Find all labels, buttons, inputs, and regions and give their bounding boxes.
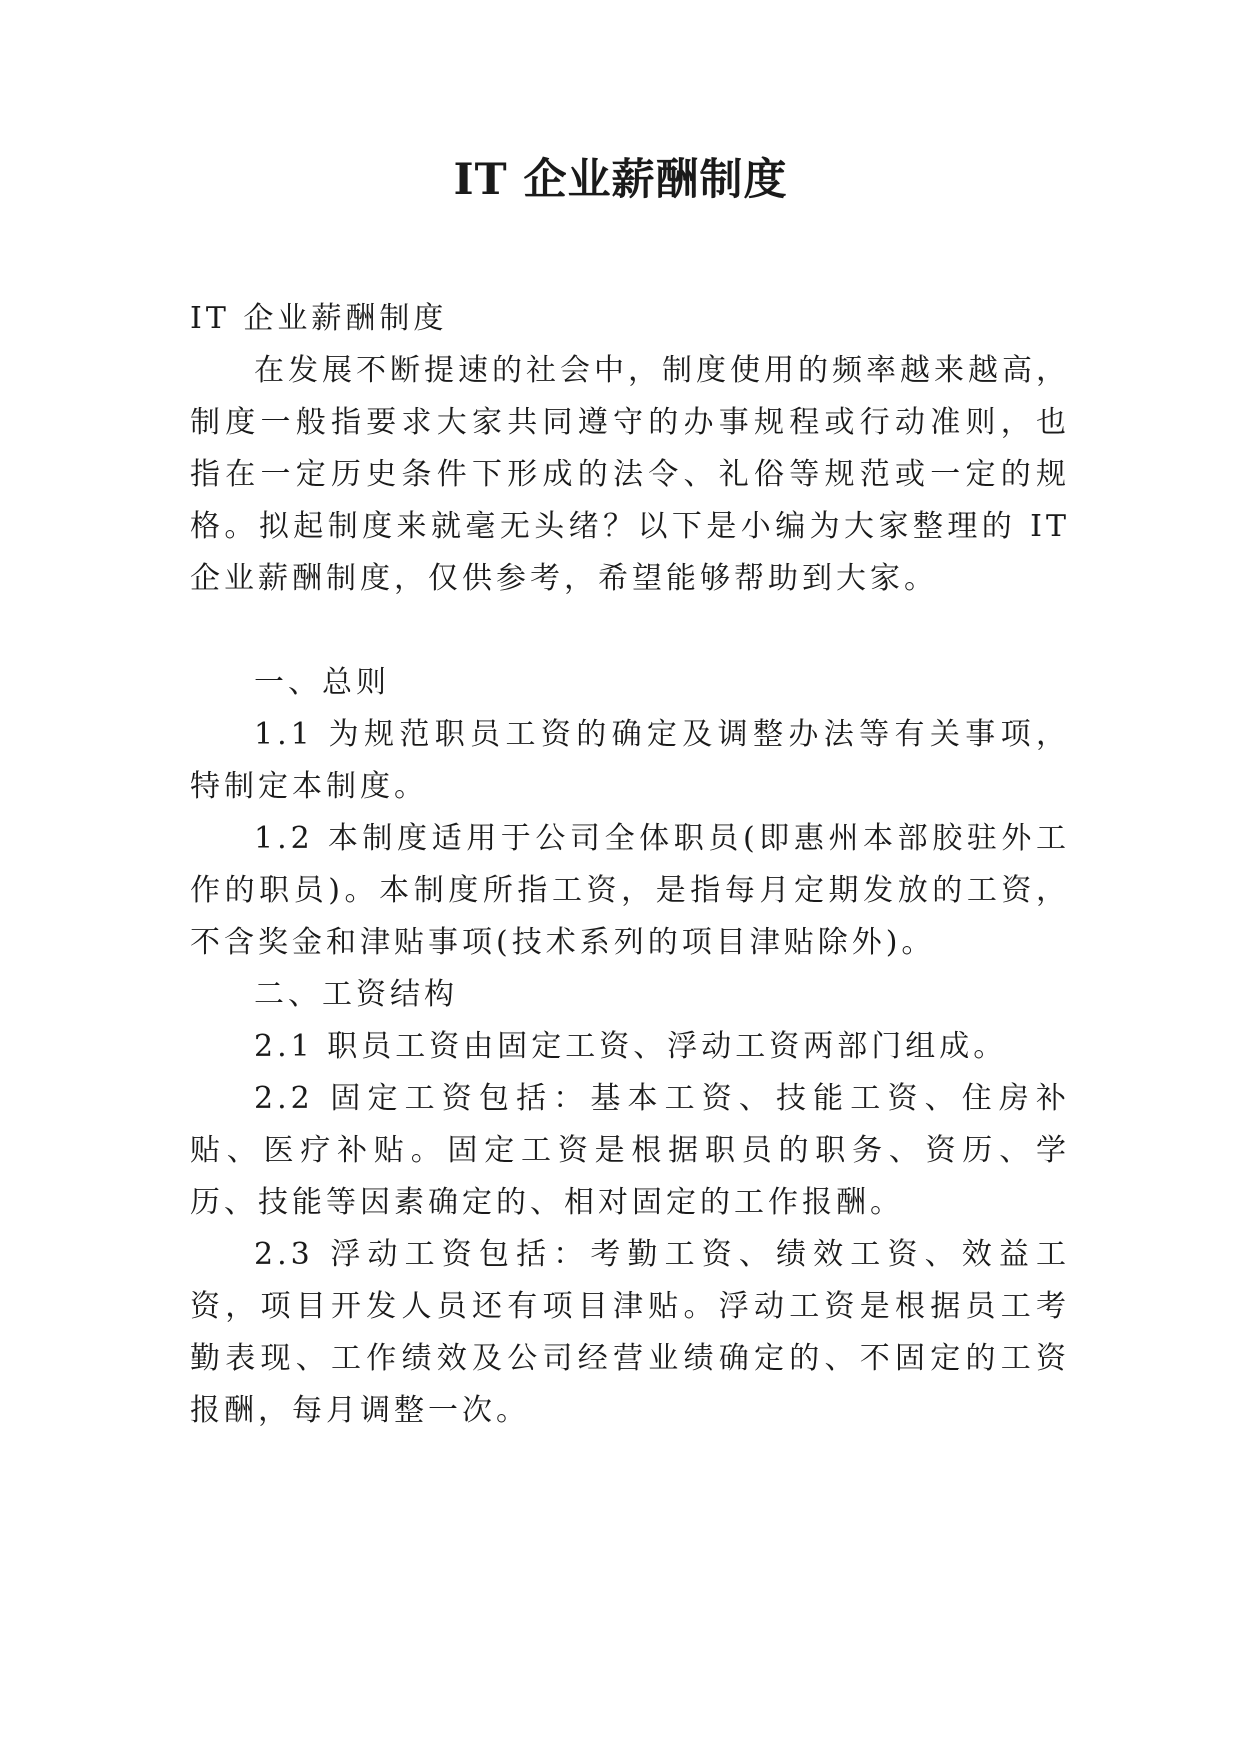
clause-1-1: 1.1 为规范职员工资的确定及调整办法等有关事项，特制定本制度。: [190, 717, 1070, 804]
clause-2-3: 2.3 浮动工资包括：考勤工资、绩效工资、效益工资，项目开发人员还有项目津贴。浮动工资是根据员工考勤表现、工作绩效及公司经营业绩确定的、不固定的工资报酬，每月调整一次。: [190, 1237, 1070, 1428]
subtitle-paragraph: IT 企业薪酬制度: [190, 301, 448, 336]
document-title: IT 企业薪酬制度: [453, 155, 788, 205]
clause-2-2: 2.2 固定工资包括：基本工资、技能工资、住房补贴、医疗补贴。固定工资是根据职员的职务、资历、学历、技能等因素确定的、相对固定的工作报酬。: [190, 1081, 1070, 1220]
section-heading-general: 一、总则: [254, 665, 390, 700]
clause-2-1: 2.1 职员工资由固定工资、浮动工资两部门组成。: [254, 1029, 1008, 1064]
clause-1-2: 1.2 本制度适用于公司全体职员(即惠州本部胶驻外工作的职员)。本制度所指工资，是指每月定期发放的工资，不含奖金和津贴事项(技术系列的项目津贴除外)。: [190, 821, 1070, 960]
section-heading-salary-structure: 二、工资结构: [254, 977, 458, 1012]
document-body: [190, 293, 1070, 1437]
intro-paragraph: 在发展不断提速的社会中，制度使用的频率越来越高，制度一般指要求大家共同遵守的办事规程或行动准则，也指在一定历史条件下形成的法令、礼俗等规范或一定的规格。拟起制度来就毫无头绪？以下是小编为大家整理的 IT 企业薪酬制度，仅供参考，希望能够帮助到大家。: [190, 353, 1070, 596]
